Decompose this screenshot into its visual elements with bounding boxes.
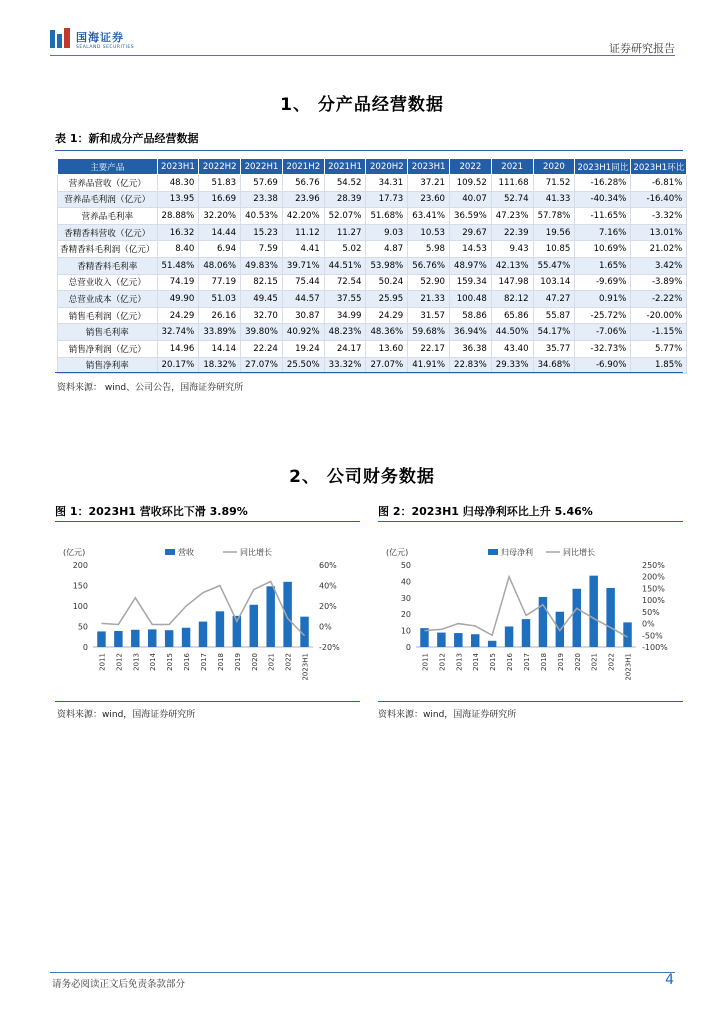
row-label: 营养品营收（亿元） [58, 175, 158, 192]
x-tick-label: 2019 [556, 653, 565, 671]
table-cell: 29.67 [450, 224, 492, 241]
row-label: 营养品毛利润（亿元） [58, 191, 158, 208]
table-cell: 32.20% [199, 208, 241, 225]
x-tick-label: 2013 [455, 653, 464, 671]
table-cell: 4.41 [282, 241, 324, 258]
table-header-cell: 2021H1 [324, 159, 366, 175]
table-header-cell: 2020H2 [366, 159, 408, 175]
table-cell: 25.95 [366, 291, 408, 308]
row-label: 销售毛利润（亿元） [58, 307, 158, 324]
bar [199, 622, 207, 647]
table-cell: 147.98 [491, 274, 533, 291]
table-cell: 14.96 [157, 340, 199, 357]
table-row [58, 307, 687, 324]
bar [606, 588, 614, 647]
bar [165, 630, 173, 647]
table-bottom-rule [55, 372, 683, 373]
table-row [58, 224, 687, 241]
table-cell: 44.50% [491, 324, 533, 341]
y2-tick-label: 20% [319, 602, 337, 611]
table-cell: 103.14 [533, 274, 575, 291]
table-cell: 39.71% [282, 257, 324, 274]
table-row [58, 257, 687, 274]
table-cell: 40.53% [241, 208, 283, 225]
table-cell: 0.91% [575, 291, 631, 308]
table-cell: 24.29 [157, 307, 199, 324]
y2-tick-label: 150% [642, 584, 665, 594]
table-cell: 4.87 [366, 241, 408, 258]
table-cell: 42.20% [282, 208, 324, 225]
x-tick-label: 2012 [438, 653, 447, 671]
table-cell: 52.74 [491, 191, 533, 208]
table-cell: 58.86 [450, 307, 492, 324]
unit-label: (亿元) [386, 548, 409, 557]
table-header-cell: 2022H2 [199, 159, 241, 175]
bar [182, 628, 190, 647]
table-header-cell: 2023H1环比 [631, 159, 687, 175]
table-cell: 51.83 [199, 175, 241, 192]
table-cell: 56.76% [408, 257, 450, 274]
legend-bar-swatch [488, 549, 498, 555]
x-tick-label: 2014 [149, 653, 158, 671]
table-cell: 17.73 [366, 191, 408, 208]
table-cell: 13.01% [631, 224, 687, 241]
figure-1-top-rule [55, 521, 360, 522]
logo-english-name: SEALAND SECURITIES [76, 44, 135, 50]
x-tick-label: 2012 [115, 653, 124, 671]
table-cell: 6.94 [199, 241, 241, 258]
table-cell: -40.34% [575, 191, 631, 208]
logo-chinese-name: 国海证券 [76, 30, 124, 44]
table-cell: 16.32 [157, 224, 199, 241]
table-cell: 7.16% [575, 224, 631, 241]
x-tick-label: 2020 [573, 653, 582, 671]
y-tick-label: 150 [72, 581, 88, 591]
table-cell: 22.24 [241, 340, 283, 357]
x-tick-label: 2018 [539, 653, 548, 671]
legend-line-label: 同比增长 [563, 548, 595, 557]
table-cell: 55.47% [533, 257, 575, 274]
table-cell: 65.86 [491, 307, 533, 324]
table-cell: 28.88% [157, 208, 199, 225]
product-operations-table [57, 158, 687, 374]
table-header-cell: 2021H2 [282, 159, 324, 175]
sealand-logo-icon [50, 28, 72, 50]
table-cell: 3.42% [631, 257, 687, 274]
table-header-cell: 2020 [533, 159, 575, 175]
bar [131, 630, 139, 647]
table-cell: 11.12 [282, 224, 324, 241]
table-cell: 14.53 [450, 241, 492, 258]
table-cell: 63.41% [408, 208, 450, 225]
footer-disclaimer: 请务必阅读正文后免责条款部分 [52, 979, 186, 990]
table-cell: 1.85% [631, 357, 687, 374]
table-cell: 13.60 [366, 340, 408, 357]
table-cell: 36.59% [450, 208, 492, 225]
legend-line-label: 同比增长 [240, 548, 272, 557]
x-tick-label: 2015 [166, 653, 175, 671]
table-cell: 52.90 [408, 274, 450, 291]
table-cell: 27.07% [241, 357, 283, 374]
table-cell: -3.32% [631, 208, 687, 225]
x-tick-label: 2022 [284, 653, 293, 671]
table-cell: 23.96 [282, 191, 324, 208]
table-source: 资料来源： wind、公司公告，国海证券研究所 [57, 383, 244, 393]
table-header-cell: 2021 [491, 159, 533, 175]
table-cell: 19.24 [282, 340, 324, 357]
figure-1-caption: 图 1：2023H1 营收环比下滑 3.89% [55, 505, 248, 518]
figure-2-top-rule [378, 521, 683, 522]
x-tick-label: 2019 [233, 653, 242, 671]
table-cell: 16.69 [199, 191, 241, 208]
bar [505, 627, 513, 648]
row-label: 总营业收入（亿元） [58, 274, 158, 291]
table-cell: 15.23 [241, 224, 283, 241]
table-cell: 27.07% [366, 357, 408, 374]
table-cell: 13.95 [157, 191, 199, 208]
table-cell: -20.00% [631, 307, 687, 324]
table-cell: 57.78% [533, 208, 575, 225]
table-cell: 49.45 [241, 291, 283, 308]
table-cell: 29.33% [491, 357, 533, 374]
table-cell: 25.50% [282, 357, 324, 374]
table-cell: 37.21 [408, 175, 450, 192]
table-cell: 51.03 [199, 291, 241, 308]
x-tick-label: 2018 [216, 653, 225, 671]
table-cell: 34.68% [533, 357, 575, 374]
x-tick-label: 2017 [200, 653, 208, 671]
table-cell: 14.14 [199, 340, 241, 357]
bar [216, 611, 224, 647]
page-number: 4 [665, 972, 674, 988]
table-cell: 24.17 [324, 340, 366, 357]
table-cell: 74.19 [157, 274, 199, 291]
table-cell: 42.13% [491, 257, 533, 274]
table-cell: -11.65% [575, 208, 631, 225]
section-2-title: 2、 公司财务数据 [289, 467, 435, 487]
bar [283, 582, 291, 647]
table-cell: 39.80% [241, 324, 283, 341]
bar [454, 633, 462, 647]
y2-tick-label: 50% [642, 607, 660, 617]
row-label: 销售净利率 [58, 357, 158, 374]
table-cell: 49.90 [157, 291, 199, 308]
table-cell: 52.07% [324, 208, 366, 225]
table-cell: 32.74% [157, 324, 199, 341]
table-cell: -3.89% [631, 274, 687, 291]
table-cell: 34.31 [366, 175, 408, 192]
y-tick-label: 40 [400, 577, 411, 587]
table-cell: -1.15% [631, 324, 687, 341]
table-header-cell: 2023H1 [408, 159, 450, 175]
table-row [58, 208, 687, 225]
x-tick-label: 2016 [183, 653, 192, 671]
x-tick-label: 2016 [506, 653, 515, 671]
table-cell: 10.85 [533, 241, 575, 258]
row-label: 销售净利润（亿元） [58, 340, 158, 357]
figure-2-source: 资料来源：wind，国海证券研究所 [378, 710, 517, 720]
y-tick-label: 30 [400, 593, 411, 603]
y-tick-label: 20 [400, 610, 411, 620]
x-tick-label: 2013 [132, 653, 141, 671]
figure-1-source: 资料来源：wind，国海证券研究所 [57, 710, 196, 720]
table-cell: 159.34 [450, 274, 492, 291]
table-header-cell: 2023H1同比 [575, 159, 631, 175]
row-label: 营养品毛利率 [58, 208, 158, 225]
table-cell: 22.17 [408, 340, 450, 357]
table-cell: 32.70 [241, 307, 283, 324]
unit-label: (亿元) [63, 548, 86, 557]
table-row [58, 340, 687, 357]
table-cell: 50.24 [366, 274, 408, 291]
bar [266, 586, 274, 647]
table-header-cell: 2022 [450, 159, 492, 175]
figure-1-bottom-rule [55, 701, 360, 702]
table-cell: -32.73% [575, 340, 631, 357]
table-cell: -16.28% [575, 175, 631, 192]
x-tick-label: 2020 [250, 653, 259, 671]
table-cell: 82.15 [241, 274, 283, 291]
table-cell: -2.22% [631, 291, 687, 308]
y2-tick-label: 0% [319, 622, 332, 632]
y2-tick-label: -20% [319, 643, 340, 652]
section-1-title: 1、 分产品经营数据 [280, 95, 444, 115]
bar [589, 576, 597, 647]
table-cell: 36.38 [450, 340, 492, 357]
table-cell: 18.32% [199, 357, 241, 374]
table-cell: 21.02% [631, 241, 687, 258]
table-cell: 28.39 [324, 191, 366, 208]
table-cell: 36.94% [450, 324, 492, 341]
bar [97, 631, 105, 647]
y2-tick-label: 100% [642, 596, 665, 606]
row-label: 总营业成本（亿元） [58, 291, 158, 308]
y2-tick-label: 60% [319, 561, 337, 570]
y2-tick-label: -100% [642, 643, 668, 652]
legend-bar-label: 归母净利 [501, 548, 533, 557]
table-cell: 14.44 [199, 224, 241, 241]
table-row [58, 175, 687, 192]
net-profit-chart [378, 535, 683, 694]
figure-2-caption: 图 2：2023H1 归母净利环比上升 5.46% [378, 505, 593, 518]
table-cell: 44.57 [282, 291, 324, 308]
table-cell: 24.29 [366, 307, 408, 324]
revenue-chart [55, 535, 360, 694]
y-tick-label: 200 [72, 561, 88, 570]
table-cell: 23.38 [241, 191, 283, 208]
table-cell: 5.77% [631, 340, 687, 357]
row-label: 香精香料营收（亿元） [58, 224, 158, 241]
bar [437, 633, 445, 647]
x-tick-label: 2022 [607, 653, 616, 671]
table-cell: -6.81% [631, 175, 687, 192]
table-cell: 82.12 [491, 291, 533, 308]
y-tick-label: 50 [400, 561, 411, 570]
table-caption: 表 1：新和成分产品经营数据 [55, 132, 199, 145]
table-cell: 41.91% [408, 357, 450, 374]
row-label: 香精香料毛利润（亿元） [58, 241, 158, 258]
table-cell: -7.06% [575, 324, 631, 341]
table-cell: 57.69 [241, 175, 283, 192]
bar [522, 619, 530, 647]
row-label: 香精香料毛利率 [58, 257, 158, 274]
table-cell: 33.32% [324, 357, 366, 374]
page-header [50, 28, 675, 56]
company-logo [50, 28, 134, 50]
table-cell: 35.77 [533, 340, 575, 357]
x-tick-label: 2011 [421, 653, 430, 671]
table-cell: 26.16 [199, 307, 241, 324]
table-cell: -9.69% [575, 274, 631, 291]
bar [573, 589, 581, 647]
bar [471, 634, 479, 647]
table-cell: 48.97% [450, 257, 492, 274]
bar [148, 629, 156, 647]
table-cell: 10.69% [575, 241, 631, 258]
table-cell: 47.27 [533, 291, 575, 308]
table-row [58, 274, 687, 291]
y-tick-label: 100 [72, 602, 88, 611]
table-cell: 30.87 [282, 307, 324, 324]
table-cell: -6.90% [575, 357, 631, 374]
y2-tick-label: 40% [319, 581, 337, 591]
table-cell: -16.40% [631, 191, 687, 208]
table-header-cell: 2023H1 [157, 159, 199, 175]
table-cell: 22.83% [450, 357, 492, 374]
table-cell: 49.83% [241, 257, 283, 274]
y-tick-label: 0 [82, 643, 88, 652]
table-header-cell: 2022H1 [241, 159, 283, 175]
table-cell: 20.17% [157, 357, 199, 374]
table-cell: 10.53 [408, 224, 450, 241]
table-cell: 54.52 [324, 175, 366, 192]
x-tick-label: 2011 [98, 653, 107, 671]
table-cell: 51.48% [157, 257, 199, 274]
table-cell: 72.54 [324, 274, 366, 291]
table-cell: 51.68% [366, 208, 408, 225]
y-tick-label: 10 [400, 626, 411, 636]
table-cell: 41.33 [533, 191, 575, 208]
table-cell: 1.65% [575, 257, 631, 274]
table-cell: 7.59 [241, 241, 283, 258]
table-cell: 100.48 [450, 291, 492, 308]
legend-bar-swatch [165, 549, 175, 555]
y2-tick-label: 0% [642, 619, 655, 629]
table-row [58, 241, 687, 258]
table-cell: 71.52 [533, 175, 575, 192]
y2-tick-label: 250% [642, 561, 665, 570]
table-caption-rule [55, 150, 683, 151]
figure-2-bottom-rule [378, 701, 683, 702]
bar [250, 605, 258, 647]
x-tick-label: 2014 [472, 653, 481, 671]
table-cell: 48.23% [324, 324, 366, 341]
table-cell: 33.89% [199, 324, 241, 341]
table-cell: 44.51% [324, 257, 366, 274]
bar [488, 641, 496, 647]
table-cell: 34.99 [324, 307, 366, 324]
table-cell: 40.92% [282, 324, 324, 341]
table-cell: 48.36% [366, 324, 408, 341]
bar [114, 631, 122, 647]
table-cell: 109.52 [450, 175, 492, 192]
table-row [58, 324, 687, 341]
table-cell: 55.87 [533, 307, 575, 324]
x-tick-label: 2015 [489, 653, 498, 671]
table-cell: 9.03 [366, 224, 408, 241]
table-cell: 8.40 [157, 241, 199, 258]
table-cell: 9.43 [491, 241, 533, 258]
x-tick-label: 2021 [267, 653, 276, 671]
x-tick-label: 2023H1 [624, 653, 633, 681]
x-tick-label: 2021 [590, 653, 599, 671]
table-cell: 53.98% [366, 257, 408, 274]
x-tick-label: 2023H1 [301, 653, 310, 681]
footer-rule [50, 972, 675, 973]
table-cell: 56.76 [282, 175, 324, 192]
y-tick-label: 50 [77, 622, 88, 632]
table-cell: 31.57 [408, 307, 450, 324]
table-cell: 48.30 [157, 175, 199, 192]
y2-tick-label: -50% [642, 631, 663, 641]
table-cell: 5.98 [408, 241, 450, 258]
table-cell: -25.72% [575, 307, 631, 324]
table-row [58, 291, 687, 308]
table-cell: 37.55 [324, 291, 366, 308]
x-tick-label: 2017 [523, 653, 531, 671]
table-cell: 23.60 [408, 191, 450, 208]
table-cell: 111.68 [491, 175, 533, 192]
y2-tick-label: 200% [642, 572, 665, 582]
table-cell: 22.39 [491, 224, 533, 241]
table-cell: 47.23% [491, 208, 533, 225]
table-cell: 77.19 [199, 274, 241, 291]
legend-bar-label: 营收 [178, 548, 194, 557]
table-cell: 40.07 [450, 191, 492, 208]
table-cell: 5.02 [324, 241, 366, 258]
table-cell: 54.17% [533, 324, 575, 341]
table-header-cell: 主要产品 [58, 159, 158, 175]
table-cell: 48.06% [199, 257, 241, 274]
table-cell: 43.40 [491, 340, 533, 357]
table-cell: 19.56 [533, 224, 575, 241]
y-tick-label: 0 [405, 643, 411, 652]
table-cell: 59.68% [408, 324, 450, 341]
table-row [58, 191, 687, 208]
table-cell: 11.27 [324, 224, 366, 241]
table-cell: 21.33 [408, 291, 450, 308]
report-type: 证券研究报告 [609, 42, 675, 55]
table-cell: 75.44 [282, 274, 324, 291]
row-label: 销售毛利率 [58, 324, 158, 341]
